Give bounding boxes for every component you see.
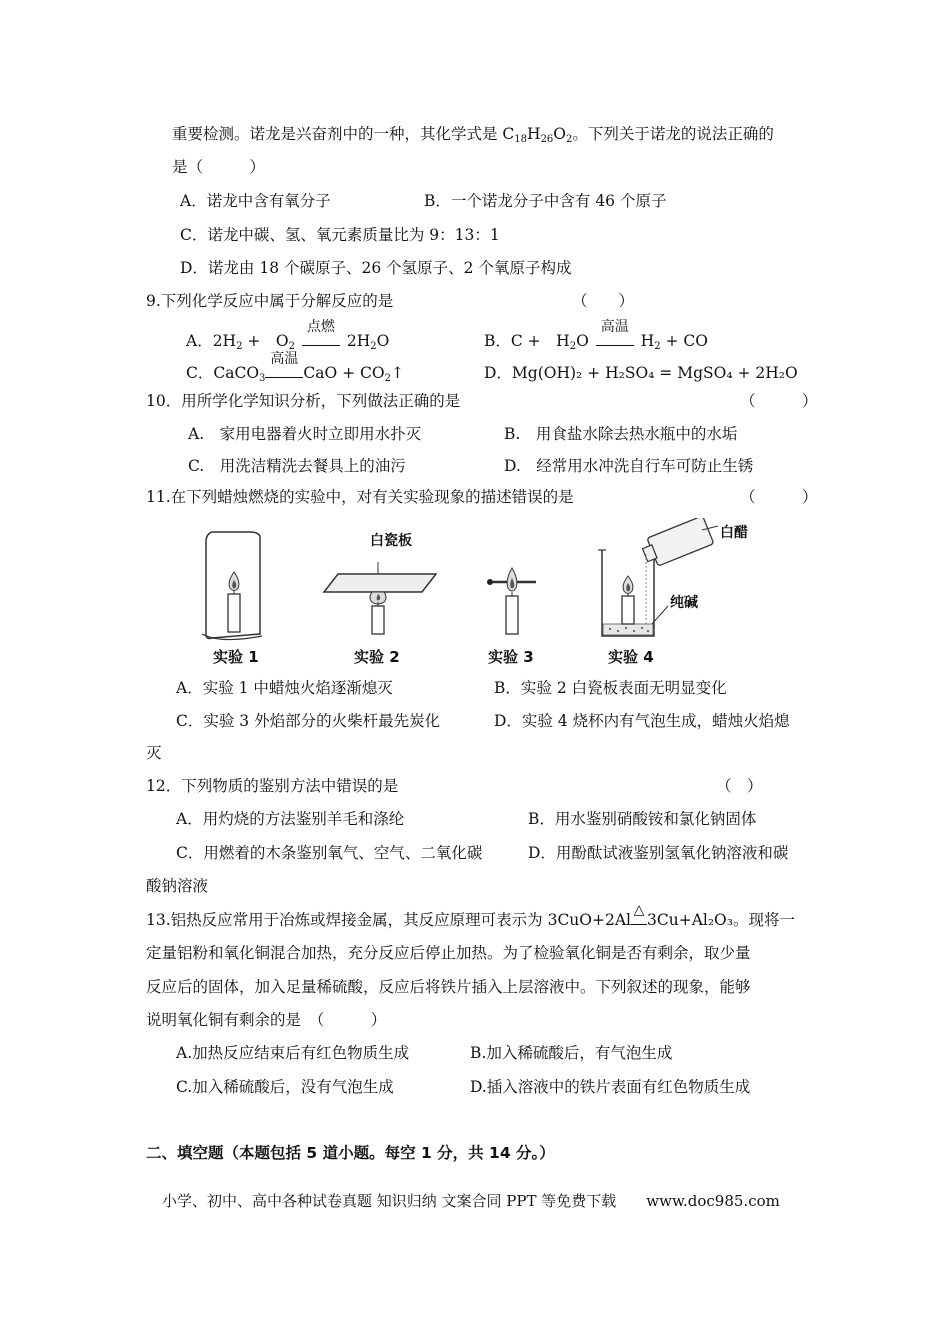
q10-option-a: A. 家用电器着火时立即用水扑灭 (188, 425, 422, 443)
q13-stem-line4: 说明氧化铜有剩余的是 （ ） (146, 1011, 387, 1029)
q13-stem-line3: 反应后的固体，加入足量稀硫酸，反应后将铁片插入上层溶液中。下列叙述的现象，能够 (146, 978, 751, 996)
experiment-2-label: 实验 2 (354, 648, 400, 666)
q11-answer-paren: （ ） (740, 488, 818, 506)
q9-option-a: A．$2H_2$ + $O_2$ 点燃 $2H_2O$ (186, 319, 390, 352)
q9-option-c: C．CaCO$_3$ 高温 CaO + $CO_2↑$ (186, 351, 404, 384)
q9-option-b: B．C + $H_2O$ 高温 $H_2$ + CO (484, 319, 708, 352)
q13-option-c: C.加入稀硫酸后，没有气泡生成 (176, 1078, 394, 1096)
q8-option-c: C．诺龙中碳、氢、氧元素质量比为 9：13：1 (180, 226, 500, 244)
q8-option-a: A．诺龙中含有氧分子 (180, 192, 331, 210)
q12-stem: 12．下列物质的鉴别方法中错误的是 (146, 777, 399, 795)
q10-answer-paren: （ ） (740, 392, 818, 410)
q11-option-d: D．实验 4 烧杯内有气泡生成，蜡烛火焰熄 (494, 712, 790, 730)
experiment-4-label: 实验 4 (608, 648, 654, 666)
q13-option-b: B.加入稀硫酸后，有气泡生成 (470, 1044, 673, 1062)
experiment-4-diagram (598, 518, 718, 636)
vinegar-label: 白醋 (720, 525, 748, 541)
q11-option-b: B．实验 2 白瓷板表面无明显变化 (494, 679, 727, 697)
q8-stem-line2: 是（ ） (172, 158, 266, 176)
reaction-condition: 高温 (596, 331, 634, 351)
q11-option-a: A．实验 1 中蜡烛火焰逐渐熄灭 (176, 679, 393, 697)
q10-option-d: D. 经常用水冲洗自行车可防止生锈 (504, 457, 754, 475)
q8-option-b: B．一个诺龙分子中含有 46 个原子 (424, 192, 667, 210)
q10-stem: 10．用所学化学知识分析，下列做法正确的是 (146, 392, 461, 410)
section-2-title: 二、填空题（本题包括 5 道小题。每空 1 分，共 14 分。） (146, 1144, 555, 1162)
q10-option-b: B. 用食盐水除去热水瓶中的水垢 (504, 425, 738, 443)
q13-stem-line1: 13.铝热反应常用于冶炼或焊接金属，其反应原理可表示为 3CuO+2Al △ 3Cu+Al₂O₃。现将一 (146, 902, 795, 929)
experiment-1-label: 实验 1 (213, 648, 259, 666)
q12-option-a: A．用灼烧的方法鉴别羊毛和涤纶 (176, 810, 405, 828)
reaction-condition: 高温 (265, 363, 303, 383)
q11-option-d-continued: 灭 (146, 744, 162, 762)
experiment-3-diagram (487, 568, 536, 634)
reaction-condition: 点燃 (302, 331, 340, 351)
q12-option-b: B．用水鉴别硝酸铵和氯化钠固体 (528, 810, 757, 828)
q12-option-d-continued: 酸钠溶液 (146, 877, 209, 895)
experiment-2-diagram (324, 562, 436, 634)
q13-stem-line2: 定量铝粉和氧化铜混合加热，充分反应后停止加热。为了检验氧化铜是否有剩余，取少量 (146, 944, 751, 962)
porcelain-plate-label: 白瓷板 (370, 533, 412, 549)
q8-option-d: D．诺龙由 18 个碳原子、26 个氢原子、2 个氧原子构成 (180, 259, 572, 277)
q12-option-c: C．用燃着的木条鉴别氧气、空气、二氧化碳 (176, 844, 483, 862)
q9-stem: 9.下列化学反应中属于分解反应的是 (146, 292, 394, 310)
q8-stem-line1: 重要检测。诺龙是兴奋剂中的一种，其化学式是 $C_{18}H_{26}O_2$。下列关于诺龙的说法正确的 (172, 125, 774, 145)
q13-option-d: D.插入溶液中的铁片表面有红色物质生成 (470, 1078, 751, 1096)
soda-label: 纯碱 (670, 595, 698, 611)
page-footer: 小学、初中、高中各种试卷真题 知识归纳 文案合同 PPT 等免费下载 www.doc985.com (162, 1192, 780, 1210)
q9-option-d: D．Mg(OH)₂ + H₂SO₄ = MgSO₄ + 2H₂O (484, 364, 798, 382)
q12-option-d: D．用酚酞试液鉴别氢氧化钠溶液和碳 (528, 844, 789, 862)
q12-answer-paren: （ ） (716, 777, 763, 795)
q9-answer-paren: （ ） (572, 292, 635, 310)
experiment-figure (190, 518, 790, 648)
q11-option-c: C．实验 3 外焰部分的火柴杆最先炭化 (176, 712, 441, 730)
experiment-1-diagram (202, 532, 262, 640)
q11-stem: 11.在下列蜡烛燃烧的实验中，对有关实验现象的描述错误的是 (146, 488, 574, 506)
q10-option-c: C. 用洗洁精洗去餐具上的油污 (188, 457, 406, 475)
q13-option-a: A.加热反应结束后有红色物质生成 (176, 1044, 410, 1062)
experiment-3-label: 实验 3 (488, 648, 534, 666)
heat-condition: △ (631, 910, 647, 930)
